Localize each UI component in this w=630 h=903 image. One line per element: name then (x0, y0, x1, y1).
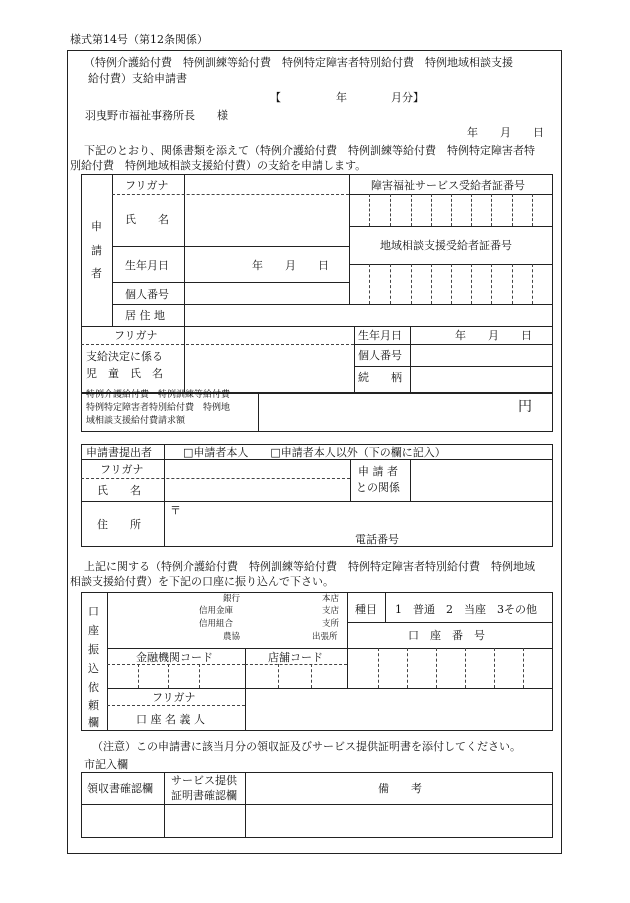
remarks-label: 備 考 (378, 782, 422, 795)
child-label-line2: 児 童 氏 名 (86, 367, 163, 380)
bank-label-6: 頼 (88, 699, 99, 712)
bank-label-2: 座 (88, 624, 99, 637)
submitter-label: 申請書提出者 (86, 446, 152, 459)
transfer-line1: 上記に関する（特例介護給付費 特例訓練等給付費 特例特定障害者特別給付費 特例地域 (84, 560, 535, 573)
claim-label-line2: 特例特定障害者特別給付費 特例地 (86, 403, 231, 413)
form-title-line2: 給付費）支給申請書 (88, 72, 187, 85)
form-number: 様式第14号（第12条関係） (70, 33, 208, 46)
branch-type-sub: 支所 (322, 619, 340, 629)
branch-type-head: 本店 (322, 594, 340, 604)
applicant-address-label: 居 住 地 (125, 309, 165, 322)
account-furigana-label: フリガナ (152, 691, 196, 704)
child-birthdate-label: 生年月日 (358, 329, 402, 342)
service-cert-number-label: 障害福祉サービス受給者証番号 (371, 179, 525, 192)
bank-label-7: 欄 (88, 716, 99, 729)
bank-label-4: 込 (88, 662, 99, 675)
applicant-name-label: 氏 名 (125, 213, 169, 226)
account-holder-label: 口 座 名 義 人 (136, 713, 205, 726)
submitter-relation-line1: 申 請 者 (358, 465, 398, 478)
service-cert-check-line1: サービス提供 (171, 774, 237, 787)
claim-label-line1: 特例介護給付費 特例訓練等給付費 (86, 390, 231, 400)
bank-label-5: 依 (88, 681, 99, 694)
account-kind-options[interactable]: 1 普通 2 当座 3その他 (395, 603, 537, 616)
service-cert-check-line2: 証明書確認欄 (171, 789, 237, 802)
target-period: 【 年 月分】 (270, 91, 424, 104)
account-number-label: 口 座 番 号 (408, 629, 485, 642)
child-birthdate-value: 年 月 日 (455, 329, 532, 342)
branch-code-label: 店舗コード (268, 651, 323, 664)
form-title-line1: （特例介護給付費 特例訓練等給付費 特例特定障害者特別給付費 特例地域相談支援 (84, 56, 513, 69)
postal-mark: 〒 (170, 504, 181, 517)
submitter-relation-line2: との関係 (356, 481, 400, 494)
institution-type-nokyo: 農協 (223, 632, 241, 642)
institution-code-label: 金融機関コード (136, 651, 213, 664)
applicant-furigana-label: フリガナ (125, 179, 169, 192)
application-date: 年 月 日 (467, 126, 544, 139)
office-use-title: 市記入欄 (84, 758, 128, 771)
intro-line2: 別給付費 特例地域相談支援給付費）の支給を申請します。 (70, 159, 367, 172)
applicant-birthdate-value: 年 月 日 (252, 259, 329, 272)
child-label-line1: 支給決定に係る (86, 350, 163, 363)
applicant-label-2: 請 (91, 244, 102, 257)
child-furigana-label: フリガナ (114, 329, 158, 342)
institution-type-bank: 銀行 (223, 594, 241, 604)
submitter-options[interactable]: □申請者本人 □申請者本人以外（下の欄に記入） (183, 446, 446, 459)
institution-type-shinkumi: 信用組合 (199, 619, 234, 629)
submitter-furigana-label: フリガナ (100, 463, 144, 476)
institution-type-shinkin: 信用金庫 (199, 606, 234, 616)
child-individual-number-label: 個人番号 (358, 349, 402, 362)
addressee: 羽曳野市福祉事務所長 様 (85, 109, 228, 122)
intro-line1: 下記のとおり、関係書類を添えて（特例介護給付費 特例訓練等給付費 特例特定障害者特 (84, 144, 535, 157)
transfer-line2: 相談支援給付費）を下記の口座に振り込んで下さい。 (70, 575, 334, 588)
branch-type-outpost: 出張所 (312, 632, 338, 642)
submitter-name-label: 氏 名 (97, 484, 141, 497)
submitter-phone-label: 電話番号 (355, 533, 399, 546)
receipt-check-label: 領収書確認欄 (87, 782, 153, 795)
applicant-label-3: 者 (91, 267, 102, 280)
submitter-address-label: 住 所 (97, 518, 141, 531)
bank-label-1: 口 (88, 605, 99, 618)
attachment-note: （注意）この申請書に該当月分の領収証及びサービス提供証明書を添付してください。 (92, 740, 521, 753)
account-kind-label: 種目 (355, 603, 377, 616)
claim-label-line3: 域相談支援給付費請求額 (86, 416, 186, 426)
applicant-label-1: 申 (91, 220, 102, 233)
consult-cert-number-label: 地域相談支援受給者証番号 (380, 239, 512, 252)
applicant-birthdate-label: 生年月日 (125, 259, 169, 272)
bank-label-3: 振 (88, 643, 99, 656)
applicant-individual-number-label: 個人番号 (125, 288, 169, 301)
branch-type-branch: 支店 (322, 606, 340, 616)
claim-unit: 円 (518, 399, 532, 415)
child-relation-label: 続 柄 (358, 371, 402, 384)
